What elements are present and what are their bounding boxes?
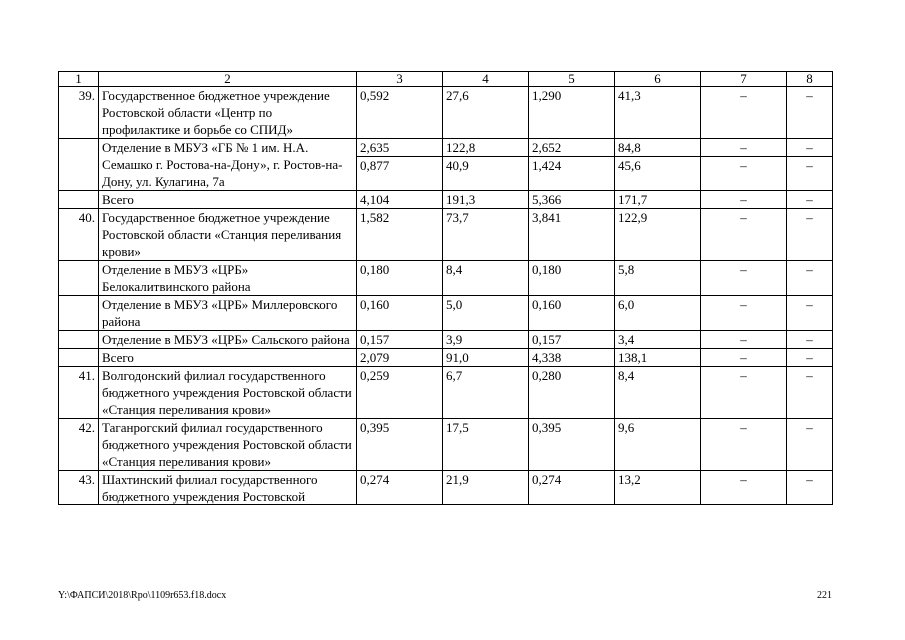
cell: 2,635 [357, 139, 443, 157]
table-row [59, 367, 833, 419]
row-name: Всего [99, 191, 357, 209]
row-name: Отделение в МБУЗ «ЦРБ» Миллеровского района [99, 296, 357, 331]
header-row [59, 72, 833, 87]
row-number [59, 261, 99, 296]
cell: – [787, 191, 833, 209]
row-number: 40. [59, 209, 99, 261]
cell: – [787, 419, 833, 471]
col-header: 4 [443, 72, 529, 87]
cell: 13,2 [615, 471, 701, 505]
cell: 27,6 [443, 87, 529, 139]
row-number [59, 139, 99, 191]
row-name-text: Шахтинский филиал государственного бюджетного учреждения Ростовской [102, 472, 318, 504]
col-header: 6 [615, 72, 701, 87]
cell: 0,395 [357, 419, 443, 471]
cell: – [701, 349, 787, 367]
cell: 41,3 [615, 87, 701, 139]
cell: 0,259 [357, 367, 443, 419]
cell: 0,157 [529, 331, 615, 349]
row-number [59, 296, 99, 331]
cell: – [787, 139, 833, 157]
cell: – [787, 87, 833, 139]
cell: 1,424 [529, 157, 615, 191]
row-name: Таганрогский филиал государственного бюджетного учреждения Ростовской области «Станция переливания крови» [99, 419, 357, 471]
table-row [59, 139, 833, 157]
cell: 122,8 [443, 139, 529, 157]
cell: 6,7 [443, 367, 529, 419]
cell: 0,180 [357, 261, 443, 296]
cell: 191,3 [443, 191, 529, 209]
table-row [59, 331, 833, 349]
col-header: 8 [787, 72, 833, 87]
page-number: 221 [817, 590, 832, 601]
cell: – [787, 157, 833, 191]
row-name: Отделение в МБУЗ «ГБ № 1 им. Н.А. Семашко г. Ростова-на-Дону», г. Ростов-на-Дону, ул. Кулагина, 7а [99, 139, 357, 191]
cell: 6,0 [615, 296, 701, 331]
cell: 40,9 [443, 157, 529, 191]
cell: 21,9 [443, 471, 529, 505]
col-header: 3 [357, 72, 443, 87]
cell: 0,592 [357, 87, 443, 139]
row-number [59, 331, 99, 349]
row-name: Государственное бюджетное учреждение Ростовской области «Станция переливания крови» [99, 209, 357, 261]
table-row [59, 349, 833, 367]
table-row [59, 191, 833, 209]
footer-file-path: Y:\ФАПСИ\2018\Rpo\1109r653.f18.docx [58, 590, 227, 601]
col-header: 2 [99, 72, 357, 87]
cell: 0,180 [529, 261, 615, 296]
cell: – [701, 261, 787, 296]
col-header: 7 [701, 72, 787, 87]
cell: 17,5 [443, 419, 529, 471]
row-name: Отделение в МБУЗ «ЦРБ» Сальского района [99, 331, 357, 349]
table-row [59, 296, 833, 331]
cell: – [787, 349, 833, 367]
cell: 5,8 [615, 261, 701, 296]
cell: – [787, 209, 833, 261]
cell: 84,8 [615, 139, 701, 157]
row-name: Всего [99, 349, 357, 367]
cell: 138,1 [615, 349, 701, 367]
cell: 1,582 [357, 209, 443, 261]
cell: – [787, 261, 833, 296]
cell: 0,157 [357, 331, 443, 349]
row-name [99, 471, 357, 505]
cell: – [787, 471, 833, 505]
cell: – [787, 331, 833, 349]
cell: 122,9 [615, 209, 701, 261]
cell: 8,4 [443, 261, 529, 296]
cell: – [701, 87, 787, 139]
cell: 3,841 [529, 209, 615, 261]
cell: 171,7 [615, 191, 701, 209]
cell: – [787, 296, 833, 331]
cell: – [701, 209, 787, 261]
cell: 3,4 [615, 331, 701, 349]
cell: – [701, 367, 787, 419]
table-row [59, 261, 833, 296]
cell: – [701, 191, 787, 209]
row-number: 42. [59, 419, 99, 471]
row-number: 39. [59, 87, 99, 139]
cell: 91,0 [443, 349, 529, 367]
col-header: 1 [59, 72, 99, 87]
row-number: 43. [59, 471, 99, 505]
cell: – [701, 331, 787, 349]
cell: – [701, 157, 787, 191]
cell: – [701, 419, 787, 471]
cell: 5,0 [443, 296, 529, 331]
cell: 0,280 [529, 367, 615, 419]
cell: 4,338 [529, 349, 615, 367]
cell: – [787, 367, 833, 419]
row-number [59, 191, 99, 209]
cell: 0,274 [357, 471, 443, 505]
cell: 1,290 [529, 87, 615, 139]
table-row [59, 87, 833, 139]
cell: 0,877 [357, 157, 443, 191]
row-name: Волгодонский филиал государственного бюджетного учреждения Ростовской области «Станция переливания крови» [99, 367, 357, 419]
cell: 0,274 [529, 471, 615, 505]
table-row [59, 209, 833, 261]
cell: 45,6 [615, 157, 701, 191]
cell: 0,395 [529, 419, 615, 471]
cell: 8,4 [615, 367, 701, 419]
cell: – [701, 296, 787, 331]
row-name: Отделение в МБУЗ «ЦРБ» Белокалитвинского района [99, 261, 357, 296]
col-header: 5 [529, 72, 615, 87]
cell: 2,652 [529, 139, 615, 157]
data-table [58, 71, 833, 505]
cell: 9,6 [615, 419, 701, 471]
cell: – [701, 139, 787, 157]
table-row [59, 419, 833, 471]
cell: – [701, 471, 787, 505]
row-number: 41. [59, 367, 99, 419]
cell: 4,104 [357, 191, 443, 209]
table-row [59, 471, 833, 505]
cell: 2,079 [357, 349, 443, 367]
cell: 5,366 [529, 191, 615, 209]
cell: 0,160 [357, 296, 443, 331]
row-name: Государственное бюджетное учреждение Ростовской области «Центр по профилактике и борьбе со СПИД» [99, 87, 357, 139]
cell: 73,7 [443, 209, 529, 261]
row-number [59, 349, 99, 367]
cell: 0,160 [529, 296, 615, 331]
cell: 3,9 [443, 331, 529, 349]
